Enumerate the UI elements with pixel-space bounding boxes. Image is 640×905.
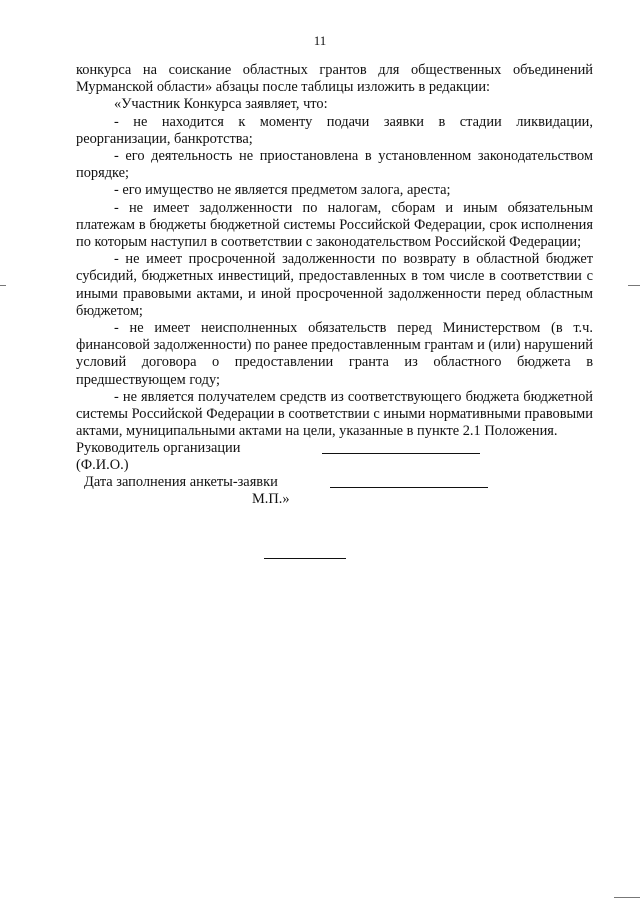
paragraph-intro: конкурса на соискание областных грантов для общественных объединений Мурманской области» абзацы после таблицы изложить в редакции:: [76, 62, 593, 96]
stamp-label: М.П.»: [252, 491, 290, 508]
fio-row: [76, 457, 593, 474]
left-edge-mark: [0, 285, 6, 286]
paragraph-item-taxes: - не имеет задолженности по налогам, сборам и иным обязательным платежам в бюджеты бюджетной системы Российской Федерации, срок исполнения по которым наступил в соответствии с законодательством Российской Федерации;: [76, 199, 593, 251]
fio-label: (Ф.И.О.): [76, 457, 129, 474]
paragraph-item-recipient: - не является получателем средств из соответствующего бюджета бюджетной системы Российской Федерации в соответствии с иными нормативными правовыми актами, муниципальными актами на цели, указанные в пункте 2.1 Положения.: [76, 388, 593, 440]
paragraph-item-liquidation: - не находится к моменту подачи заявки в стадии ликвидации, реорганизации, банкротства;: [76, 113, 593, 147]
fill-date-label: Дата заполнения анкеты-заявки: [84, 474, 278, 491]
head-of-organization-label: Руководитель организации: [76, 440, 241, 457]
page-number: 11: [313, 33, 327, 48]
stamp-row: [76, 491, 593, 508]
paragraph-item-subsidies: - не имеет просроченной задолженности по возврату в областной бюджет субсидий, бюджетных инвестиций, предоставленных в том числе в соответствии с иными правовыми актами, и иной просроченной задолженности перед областным бюджетом;: [76, 251, 593, 319]
paragraph-item-obligations: - не имеет неисполненных обязательств перед Министерством (в т.ч. финансовой задолженности) по ранее предоставленным грантам и (или) нарушений условий договора о предоставлении гранта из областного бюджета в предшествующем году;: [76, 320, 594, 388]
signature-line: [322, 453, 480, 454]
corner-edge-mark: [614, 897, 640, 898]
right-edge-mark: [628, 285, 640, 286]
signature-head-row: [76, 440, 593, 457]
fill-date-row: [76, 474, 593, 491]
paragraph-declaration-heading: «Участник Конкурса заявляет, что:: [114, 96, 328, 113]
paragraph-item-activity: - его деятельность не приостановлена в установленном законодательством порядке;: [76, 148, 593, 182]
closing-rule: [264, 558, 346, 559]
date-line: [330, 487, 488, 488]
paragraph-item-property: - его имущество не является предметом залога, ареста;: [114, 182, 451, 199]
document-body: [76, 62, 593, 508]
